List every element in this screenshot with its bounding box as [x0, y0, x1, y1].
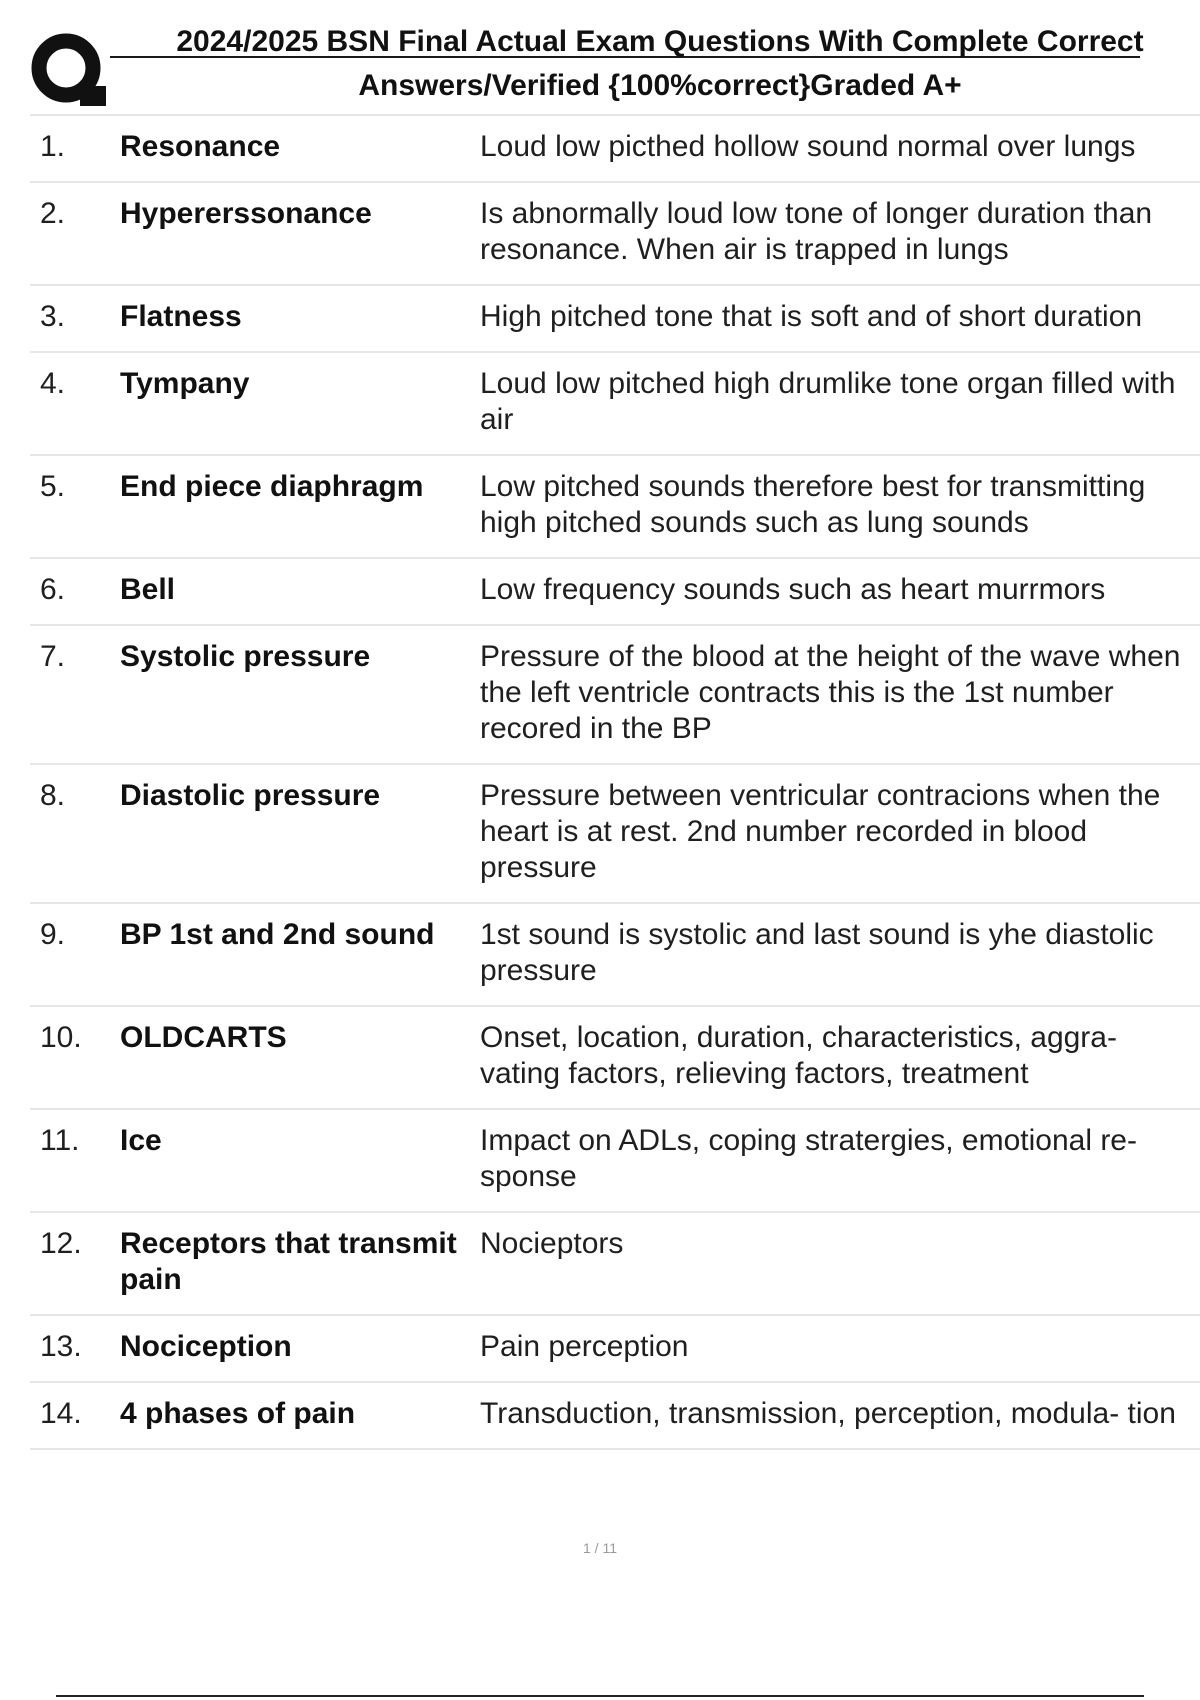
item-number: 4. [30, 352, 120, 455]
page-number: 1 / 11 [583, 1540, 617, 1556]
table-row [30, 558, 1200, 625]
item-term: Systolic pressure [120, 625, 480, 764]
item-number: 14. [30, 1382, 120, 1449]
table-row [30, 1315, 1200, 1382]
item-term: Bell [120, 558, 480, 625]
table-row [30, 455, 1200, 558]
table-row [30, 285, 1200, 352]
item-definition: Loud low pitched high drumlike tone organ filled with air [480, 352, 1200, 455]
table-row [30, 625, 1200, 764]
item-definition: Onset, location, duration, characteristics, aggra- vating factors, relieving factors, treatment [480, 1006, 1200, 1109]
item-definition: Low pitched sounds therefore best for transmitting high pitched sounds such as lung sounds [480, 455, 1200, 558]
item-definition: Nocieptors [480, 1212, 1200, 1315]
item-definition: Is abnormally loud low tone of longer duration than resonance. When air is trapped in lungs [480, 182, 1200, 285]
table-row [30, 1006, 1200, 1109]
item-term: BP 1st and 2nd sound [120, 903, 480, 1006]
table-row [30, 764, 1200, 903]
item-number: 12. [30, 1212, 120, 1315]
item-term: Ice [120, 1109, 480, 1212]
table-row [30, 115, 1200, 182]
item-term: Resonance [120, 115, 480, 182]
item-number: 13. [30, 1315, 120, 1382]
q-logo-icon [30, 30, 110, 112]
title-line-1: 2024/2025 BSN Final Actual Exam Questions With Complete Correct [176, 25, 1144, 58]
item-definition: Loud low picthed hollow sound normal over lungs [480, 115, 1200, 182]
table-row [30, 352, 1200, 455]
item-number: 3. [30, 285, 120, 352]
item-definition: High pitched tone that is soft and of short duration [480, 285, 1200, 352]
item-term: Receptors that transmit pain [120, 1212, 480, 1315]
qa-table [30, 114, 1200, 1450]
table-row [30, 1382, 1200, 1449]
item-number: 11. [30, 1109, 120, 1212]
item-number: 1. [30, 115, 120, 182]
table-row [30, 1109, 1200, 1212]
item-number: 8. [30, 764, 120, 903]
item-number: 9. [30, 903, 120, 1006]
item-definition: Pain perception [480, 1315, 1200, 1382]
item-term: Diastolic pressure [120, 764, 480, 903]
table-row [30, 903, 1200, 1006]
item-number: 10. [30, 1006, 120, 1109]
document-title [120, 20, 1200, 108]
item-definition: Impact on ADLs, coping stratergies, emotional re- sponse [480, 1109, 1200, 1212]
table-row [30, 182, 1200, 285]
item-definition: 1st sound is systolic and last sound is yhe diastolic pressure [480, 903, 1200, 1006]
item-definition: Pressure of the blood at the height of the wave when the left ventricle contracts this is the 1st number recored in the BP [480, 625, 1200, 764]
table-row [30, 1212, 1200, 1315]
item-term: Flatness [120, 285, 480, 352]
item-term: OLDCARTS [120, 1006, 480, 1109]
item-number: 7. [30, 625, 120, 764]
item-definition: Low frequency sounds such as heart murrmors [480, 558, 1200, 625]
item-number: 5. [30, 455, 120, 558]
item-term: Nociception [120, 1315, 480, 1382]
item-number: 6. [30, 558, 120, 625]
item-term: Hypererssonance [120, 182, 480, 285]
item-number: 2. [30, 182, 120, 285]
item-definition: Pressure between ventricular contracions when the heart is at rest. 2nd number recorded in blood pressure [480, 764, 1200, 903]
footer-rule [56, 1695, 1144, 1697]
item-term: Tympany [120, 352, 480, 455]
item-term: 4 phases of pain [120, 1382, 480, 1449]
title-line-2: Answers/Verified {100%correct}Graded A+ [358, 69, 962, 102]
item-definition: Transduction, transmission, perception, modula- tion [480, 1382, 1200, 1449]
item-term: End piece diaphragm [120, 455, 480, 558]
qa-table-body [30, 115, 1200, 1449]
